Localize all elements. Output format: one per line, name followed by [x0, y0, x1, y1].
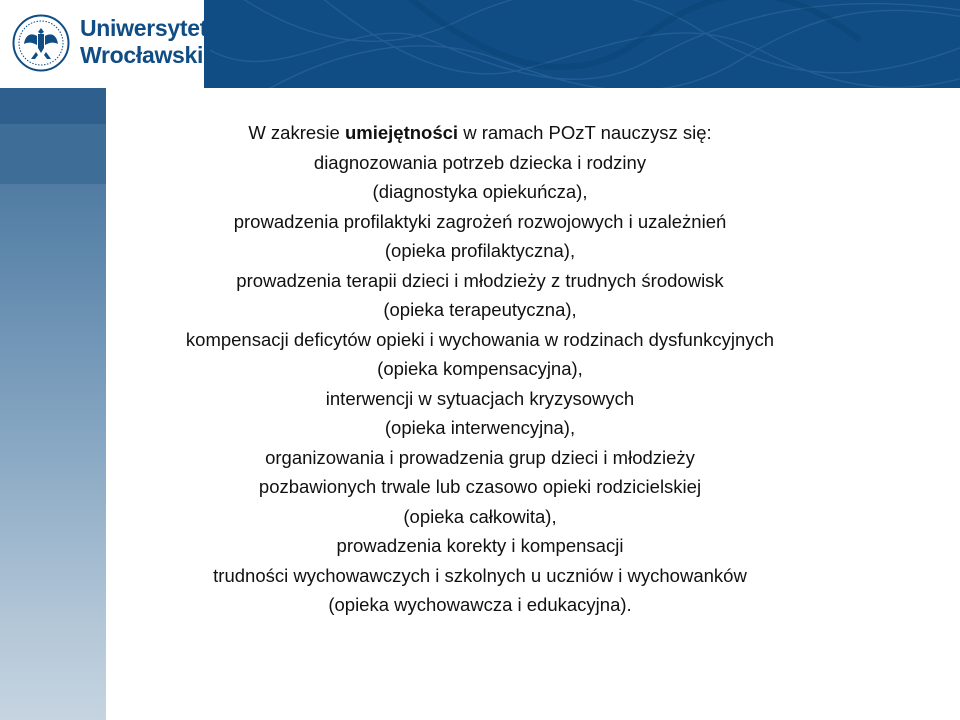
intro-bold: umiejętności [344, 122, 459, 143]
skill-line: prowadzenia profilaktyki zagrożeń rozwojowych i uzależnień [233, 210, 727, 232]
skill-line: pozbawionych trwale lub czasowo opieki rodzicielskiej [258, 476, 702, 497]
skills-list [96, 118, 864, 620]
skill-line: (opieka terapeutyczna), [383, 299, 577, 320]
intro-prefix: W zakresie [248, 122, 345, 143]
intro-suffix: w ramach POzT nauczysz się: [458, 122, 712, 143]
intro-line [96, 118, 864, 148]
skill-line: (opieka kompensacyjna), [377, 358, 583, 379]
university-name-line1: Uniwersytet [80, 15, 208, 41]
skill-line: diagnozowania potrzeb dziecka i rodziny [313, 151, 647, 173]
side-band-segment [0, 88, 106, 124]
skill-line: (opieka wychowawcza i edukacyjna). [328, 594, 632, 615]
left-decorative-band [0, 88, 106, 720]
skill-line: (diagnostyka opiekuńcza), [372, 181, 588, 202]
skill-line: (opieka całkowita), [403, 505, 557, 527]
skill-line: (opieka interwencyjna), [384, 417, 576, 438]
university-name [80, 15, 207, 69]
skill-line: prowadzenia korekty i kompensacji [336, 535, 624, 556]
skill-line: interwencji w sytuacjach kryzysowych [325, 387, 635, 409]
university-eagle-emblem-icon [12, 14, 70, 72]
skill-line: prowadzenia terapii dzieci i młodzieży z trudnych środowisk [236, 269, 724, 291]
skill-line: organizowania i prowadzenia grup dzieci i młodzieży [265, 446, 695, 468]
skill-line: trudności wychowawczych i szkolnych u uczniów i wychowanków [213, 564, 747, 586]
university-logo[interactable] [0, 0, 208, 88]
skill-line: (opieka profilaktyczna), [384, 240, 576, 261]
university-name-line2: Wrocławski [80, 42, 204, 68]
side-band-segment [0, 124, 106, 184]
skill-line: kompensacji deficytów opieki i wychowania w rodzinach dysfunkcyjnych [185, 328, 775, 350]
